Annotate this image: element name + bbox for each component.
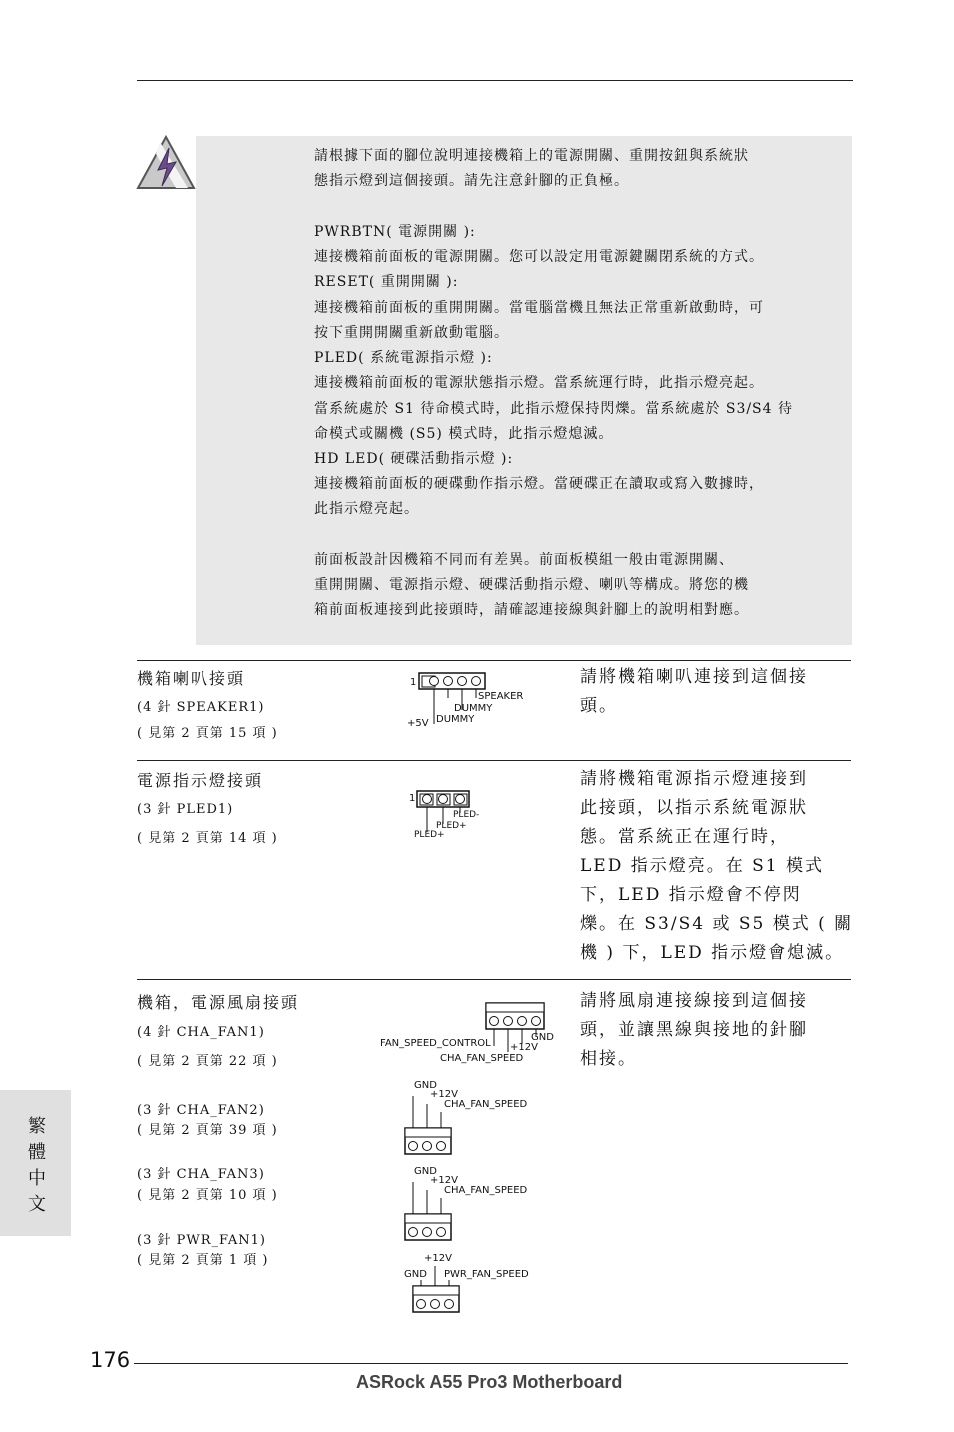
fan-desc: 請將風扇連接線接到這個接 [580,991,808,1011]
pled-desc: 此接頭，以指示系統電源狀 [580,798,808,818]
fan3-ref: ( 見第 2 頁第 10 項 ) [137,1188,278,1203]
footer-title: ASRock A55 Pro3 Motherboard [356,1372,623,1392]
pwrfan-ref: ( 見第 2 頁第 1 項 ) [137,1253,269,1268]
side-tab-char: 體 [28,1142,46,1163]
note-line: HD LED( 硬碟活動指示燈 ): [314,451,514,467]
section-rule [137,660,851,661]
pled-plus-label: PLED+ [414,830,445,840]
side-tab-char: 文 [28,1194,46,1215]
top-rule [137,80,853,81]
note-line: RESET( 重開開關 ): [314,274,459,290]
gnd-label: GND [414,1080,437,1091]
fan-title: 機箱，電源風扇接頭 [137,993,300,1012]
pwr-fan-speed-label: PWR_FAN_SPEED [444,1269,529,1280]
pled-plus-label: PLED+ [436,821,467,831]
speaker-title: 機箱喇叭接頭 [137,669,246,688]
dummy-label: DUMMY [454,703,493,714]
section-rule [137,979,851,980]
speaker-desc: 請將機箱喇叭連接到這個接 [580,667,808,687]
page-number: 176 [90,1348,131,1372]
plus12v-label: +12V [430,1089,458,1100]
pled-desc: 機 ) 下，LED 指示燈會熄滅。 [580,943,845,963]
pled-desc: 下，LED 指示燈會不停閃 [580,885,802,905]
side-tab-char: 中 [28,1168,46,1189]
speaker-pin1-label: 1 [410,677,417,688]
note-line: 連接機箱前面板的重開開關。當電腦當機且無法正常重新啟動時，可 [314,300,764,316]
fan2-pins: (3 針 CHA_FAN2) [137,1103,265,1118]
pled-desc: LED 指示燈亮。在 S1 模式 [580,856,825,876]
side-tab-char: 繁 [28,1116,46,1137]
speaker-desc: 頭。 [580,696,618,716]
speaker-ref: ( 見第 2 頁第 15 項 ) [137,726,278,741]
speaker-pins: (4 針 SPEAKER1) [137,700,265,715]
note-line: 請根據下面的腳位說明連接機箱上的電源開關、重開按鈕與系統狀 [314,148,749,164]
pled-ref: ( 見第 2 頁第 14 項 ) [137,831,278,846]
pled-desc: 爍。在 S3/S4 或 S5 模式 ( 關 [580,914,854,934]
note-line: 命模式或關機 (S5) 模式時，此指示燈熄滅。 [314,426,614,442]
fan1-ref: ( 見第 2 頁第 22 項 ) [137,1054,278,1069]
note-line: PLED( 系統電源指示燈 ): [314,350,493,366]
pled-minus-label: PLED- [453,810,480,820]
gnd-label: GND [404,1269,427,1280]
warning-icon [136,134,198,192]
cha-fan-speed-label: CHA_FAN_SPEED [444,1099,528,1110]
section-rule [137,760,851,761]
note-line: 此指示燈亮起。 [314,501,419,517]
note-line: 態指示燈到這個接頭。請先注意針腳的正負極。 [314,173,629,189]
pled-desc: 態。當系統正在運行時， [580,827,789,847]
dummy-label: DUMMY [436,714,475,725]
plus12v-label: +12V [430,1175,458,1186]
plus12v-label: +12V [510,1042,538,1053]
speaker-label: SPEAKER [478,691,524,702]
fan1-pins: (4 針 CHA_FAN1) [137,1025,265,1040]
gnd-label: GND [531,1032,554,1043]
plus5v-label: +5V [407,718,429,729]
fan3-pins: (3 針 CHA_FAN3) [137,1167,265,1182]
note-line: 連接機箱前面板的硬碟動作指示燈。當硬碟正在讀取或寫入數據時， [314,476,764,492]
fan-desc: 相接。 [580,1049,637,1069]
note-line: 前面板設計因機箱不同而有差異。前面板模組一般由電源開關、 [314,552,734,568]
fan2-ref: ( 見第 2 頁第 39 項 ) [137,1123,278,1138]
cha-fan-speed-label: CHA_FAN_SPEED [444,1185,528,1196]
note-line: 連接機箱前面板的電源開關。您可以設定用電源鍵關閉系統的方式。 [314,249,764,265]
fan-desc: 頭，並讓黑線與接地的針腳 [580,1020,808,1040]
plus12v-label: +12V [424,1253,452,1264]
pled-desc: 請將機箱電源指示燈連接到 [580,769,808,789]
note-line: 重開開關、電源指示燈、硬碟活動指示燈、喇叭等構成。將您的機 [314,577,749,593]
language-side-tab [0,1090,71,1236]
note-line: 連接機箱前面板的電源狀態指示燈。當系統運行時，此指示燈亮起。 [314,375,764,391]
note-line: 箱前面板連接到此接頭時，請確認連接線與針腳上的說明相對應。 [314,602,749,618]
note-line: 當系統處於 S1 待命模式時，此指示燈保持閃爍。當系統處於 S3/S4 待 [314,401,794,417]
pled-pins: (3 針 PLED1) [137,802,234,817]
cha-fan-speed-label: CHA_FAN_SPEED [440,1053,524,1064]
note-line: 按下重開開關重新啟動電腦。 [314,325,509,341]
fan-speed-control-label: FAN_SPEED_CONTROL [380,1038,491,1049]
footer-rule [134,1363,848,1364]
gnd-label: GND [414,1166,437,1177]
pled-pin1-label: 1 [409,793,416,804]
pwrfan-pins: (3 針 PWR_FAN1) [137,1233,267,1248]
pled-title: 電源指示燈接頭 [137,771,264,790]
note-line: PWRBTN( 電源開關 ): [314,224,476,240]
